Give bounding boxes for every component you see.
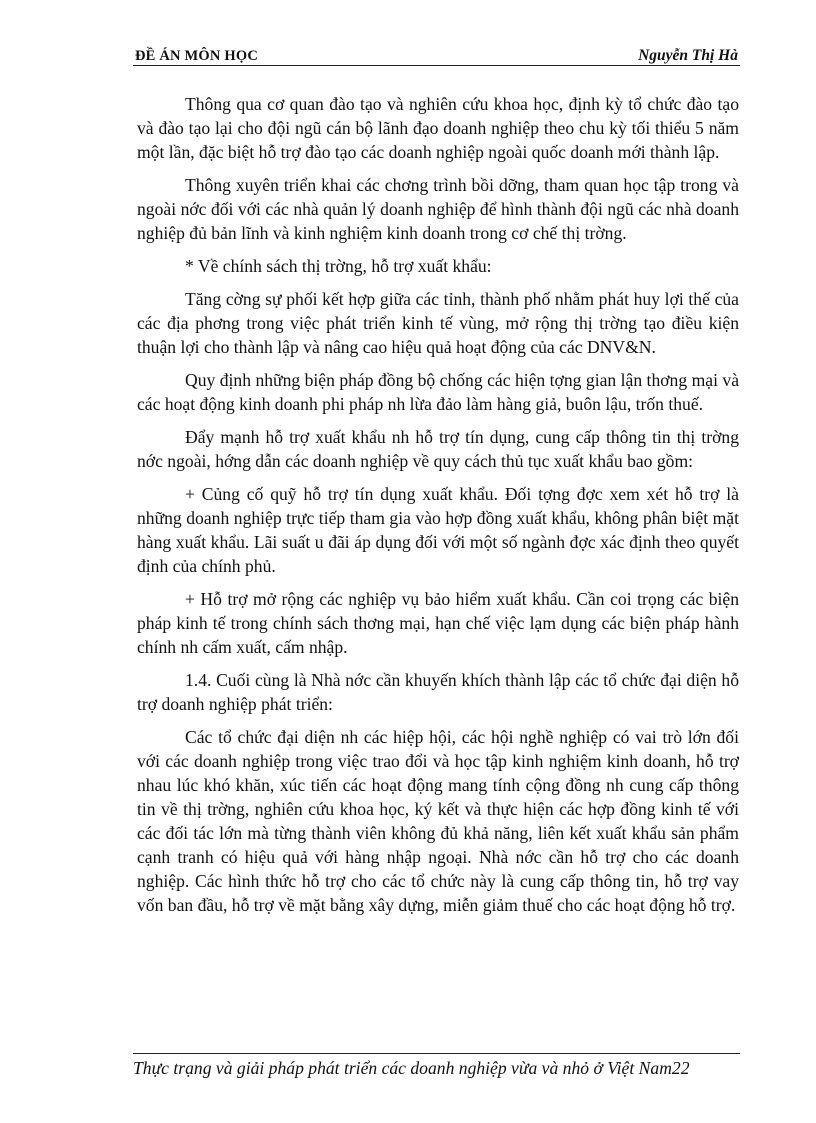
footer-title: Thực trạng và giải pháp phát triển các doanh nghiệp vừa và nhỏ ở Việt Nam — [133, 1058, 672, 1078]
paragraph: Quy định những biện pháp đồng bộ chống các hiện tợng gian lận thơng mại và các hoạt động kinh doanh phi pháp nh lừa đảo làm hàng giả, buôn lậu, trốn thuế. — [137, 370, 739, 414]
paragraph: Thông xuyên triển khai các chơng trình bồi dỡng, tham quan học tập trong và ngoài nớc đối với các nhà quản lý doanh nghiệp để hình thành đội ngũ các nhà doanh nghiệp đủ bản lĩnh và kinh nghiệm kinh doanh trong cơ chế thị trờng. — [137, 175, 739, 243]
paragraph: Đẩy mạnh hỗ trợ xuất khẩu nh hỗ trợ tín dụng, cung cấp thông tin thị trờng nớc ngoài, hớng dẫn các doanh nghiệp về quy cách thủ tục xuất khẩu bao gồm: — [137, 427, 739, 471]
page-number: 22 — [671, 1058, 690, 1078]
document-type-label: ĐỀ ÁN MÔN HỌC — [135, 48, 259, 64]
paragraph: + Củng cố quỹ hỗ trợ tín dụng xuất khẩu. Đối tợng đợc xem xét hỗ trợ là những doanh nghiệp trực tiếp tham gia vào hợp đồng xuất khẩu, không phân biệt mặt hàng xuất khẩu. Lãi suất u đãi áp dụng đối với một số ngành đợc xác định theo quyết định của chính phủ. — [137, 484, 739, 576]
paragraph: Tăng cờng sự phối kết hợp giữa các tỉnh, thành phố nhằm phát huy lợi thế của các địa phơng trong việc phát triển kinh tế vùng, mở rộng thị trờng tạo điều kiện thuận lợi cho thành lập và nâng cao hiệu quả hoạt động của các DNV&N. — [137, 289, 739, 357]
page-header — [133, 47, 740, 66]
page-body — [137, 92, 739, 926]
section-heading: * Về chính sách thị trờng, hỗ trợ xuất khẩu: — [185, 256, 492, 276]
paragraph: Các tổ chức đại diện nh các hiệp hội, các hội nghề nghiệp có vai trò lớn đối với các doanh nghiệp trong việc trao đổi và học tập kinh nghiệm kinh doanh, hỗ trợ nhau lúc khó khăn, xúc tiến các hoạt động mang tính cộng đồng nh cung cấp thông tin về thị trờng, nghiên cứu khoa học, ký kết và thực hiện các hợp đồng kinh tế với các đối tác lớn mà từng thành viên không đủ khả năng, liên kết xuất khẩu sản phẩm cạnh tranh có hiệu quả với hàng nhập ngoại. Nhà nớc cần hỗ trợ cho các doanh nghiệp. Các hình thức hỗ trợ cho các tổ chức này là cung cấp thông tin, hỗ trợ vay vốn ban đầu, hỗ trợ về mặt bằng xây dựng, miễn giảm thuế cho các hoạt động hỗ trợ. — [137, 727, 739, 915]
paragraph: + Hỗ trợ mở rộng các nghiệp vụ bảo hiểm xuất khẩu. Cần coi trọng các biện pháp kinh tế trong chính sách thơng mại, hạn chế việc lạm dụng các biện pháp hành chính nh cấm xuất, cấm nhập. — [137, 589, 739, 657]
page-footer — [133, 1053, 740, 1079]
paragraph: 1.4. Cuối cùng là Nhà nớc cần khuyến khích thành lập các tổ chức đại diện hỗ trợ doanh nghiệp phát triển: — [137, 670, 739, 714]
author-name: Nguyễn Thị Hà — [638, 47, 738, 64]
paragraph: Thông qua cơ quan đào tạo và nghiên cứu khoa học, định kỳ tổ chức đào tạo và đào tạo lại cho đội ngũ cán bộ lãnh đạo doanh nghiệp theo chu kỳ tối thiểu 5 năm một lần, đặc biệt hỗ trợ đào tạo các doanh nghiệp ngoài quốc doanh mới thành lập. — [137, 94, 739, 162]
